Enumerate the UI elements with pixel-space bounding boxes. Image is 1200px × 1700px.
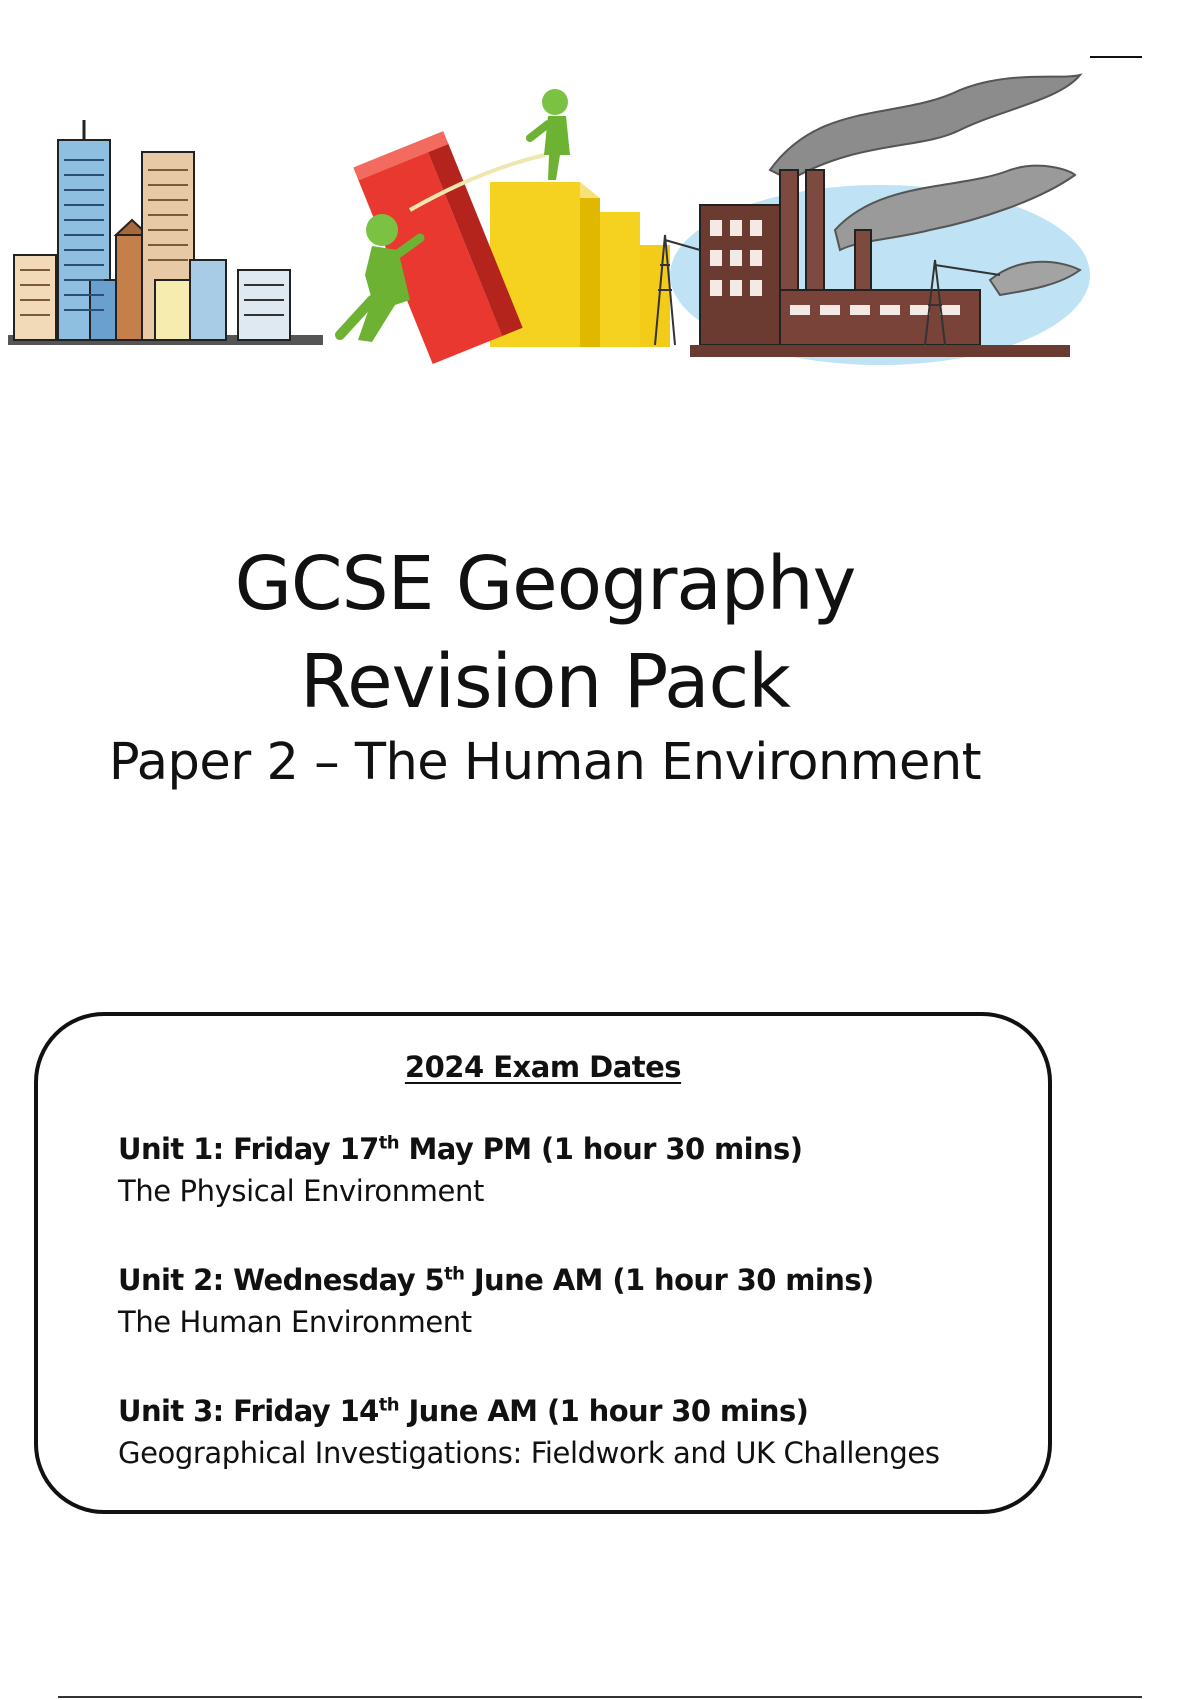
unit-1 [118, 1128, 1038, 1212]
unit-2 [118, 1259, 1038, 1343]
footer-rule [58, 1696, 1142, 1698]
page-title-line-1: GCSE Geography [234, 541, 856, 627]
unit-1-date-prefix: Unit 1: Friday 17 [118, 1132, 379, 1166]
unit-2-description: The Human Environment [118, 1305, 472, 1339]
unit-1-title [118, 1128, 1038, 1170]
unit-3-ordinal: th [378, 1394, 399, 1416]
exam-dates-heading: 2024 Exam Dates [404, 1050, 682, 1084]
unit-3 [118, 1390, 1038, 1474]
unit-1-description: The Physical Environment [118, 1174, 484, 1208]
unit-3-date-suffix: June AM (1 hour 30 mins) [399, 1394, 809, 1428]
title-block [0, 535, 1090, 795]
unit-3-description: Geographical Investigations: Fieldwork and UK Challenges [118, 1436, 940, 1470]
industrial-factory-icon [655, 75, 1090, 365]
unit-2-date-suffix: June AM (1 hour 30 mins) [464, 1263, 874, 1297]
page-title-line-2: Revision Pack [300, 639, 790, 725]
exam-dates-box [34, 1012, 1052, 1514]
unit-2-title [118, 1259, 1038, 1301]
unit-1-date-suffix: May PM (1 hour 30 mins) [399, 1132, 803, 1166]
unit-1-ordinal: th [378, 1132, 399, 1154]
unit-2-ordinal: th [444, 1263, 465, 1285]
unit-3-date-prefix: Unit 3: Friday 14 [118, 1394, 379, 1428]
header-rule [1090, 56, 1142, 58]
city-skyline-icon [8, 120, 323, 345]
unit-2-date-prefix: Unit 2: Wednesday 5 [118, 1263, 445, 1297]
unit-3-title [118, 1390, 1038, 1432]
page-subtitle: Paper 2 – The Human Environment [108, 733, 982, 792]
growth-chart-figures-icon [340, 89, 670, 364]
banner-illustration [0, 60, 1100, 370]
